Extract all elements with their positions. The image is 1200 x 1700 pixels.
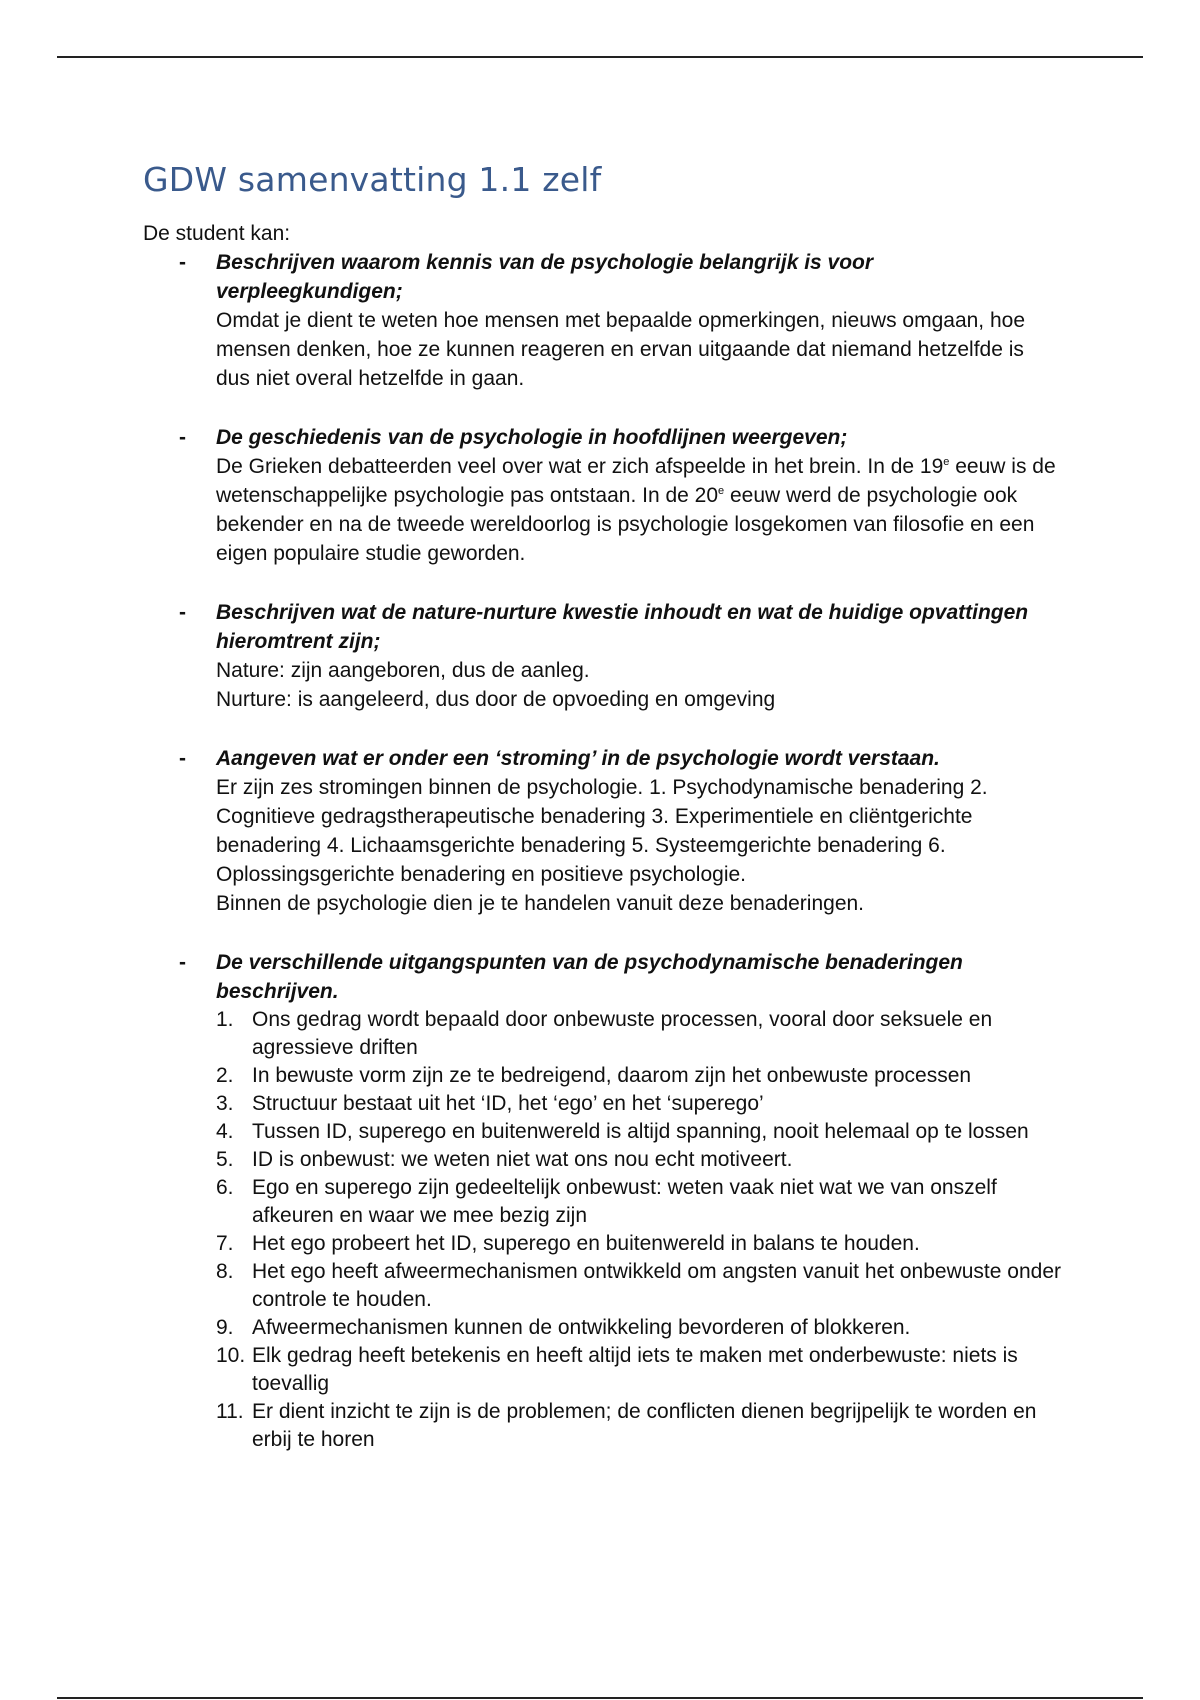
item-text: Er dient inzicht te zijn is de problemen; de conflicten dienen begrijpelijk te worden en erbij te horen: [252, 1400, 1037, 1451]
dash-marker: -: [179, 426, 186, 449]
numbered-item: [216, 1006, 1063, 1062]
item-number: 5.: [216, 1148, 234, 1171]
item-text: Het ego heeft afweermechanismen ontwikkeld om angsten vanuit het onbewuste onder controle te houden.: [252, 1260, 1061, 1311]
item-number: 2.: [216, 1064, 234, 1087]
document-title: GDW samenvatting 1.1 zelf: [143, 160, 602, 199]
list-item: [143, 248, 1063, 393]
numbered-item: [216, 1174, 1063, 1230]
section-heading: De geschiedenis van de psychologie in hoofdlijnen weergeven;: [216, 426, 848, 449]
item-text: Elk gedrag heeft betekenis en heeft altijd iets te maken met onderbewuste: niets is toevallig: [252, 1344, 1018, 1395]
numbered-item: [216, 1146, 1063, 1174]
item-text: Tussen ID, superego en buitenwereld is altijd spanning, nooit helemaal op te lossen: [252, 1120, 1029, 1143]
list-item: [143, 423, 1063, 568]
document-body: [143, 160, 1063, 1484]
list-item: [143, 744, 1063, 918]
section-paragraph: Er zijn zes stromingen binnen de psychologie. 1. Psychodynamische benadering 2. Cognitieve gedragstherapeutische benadering 3. Experimentiele en cliëntgerichte benadering 4. Lichaamsgerichte benadering 5. Systeemgerichte benadering 6. Oplossingsgerichte benadering en positieve psychologie.: [216, 776, 988, 886]
paragraph-part: eeuw werd de psychologie ook bekender en na de tweede wereldoorlog is psychologie losgekomen van filosofie en een eigen populaire studie geworden.: [216, 484, 1035, 565]
numbered-list: [216, 1006, 1063, 1454]
dash-marker: -: [179, 747, 186, 770]
numbered-item: [216, 1230, 1063, 1258]
section-heading: Beschrijven waarom kennis van de psychologie belangrijk is voor verpleegkundigen;: [216, 251, 874, 303]
item-number: 10.: [216, 1344, 246, 1367]
superscript: e: [718, 485, 725, 497]
section-heading: Beschrijven wat de nature-nurture kwestie inhoudt en wat de huidige opvattingen hieromtrent zijn;: [216, 601, 1029, 653]
item-number: 1.: [216, 1008, 234, 1031]
item-number: 3.: [216, 1092, 234, 1115]
item-text: Afweermechanismen kunnen de ontwikkeling bevorderen of blokkeren.: [252, 1316, 911, 1339]
item-text: ID is onbewust: we weten niet wat ons nou echt motiveert.: [252, 1148, 793, 1171]
item-text: Het ego probeert het ID, superego en buitenwereld in balans te houden.: [252, 1232, 920, 1255]
section-paragraph: [216, 452, 1063, 568]
item-number: 9.: [216, 1316, 234, 1339]
item-number: 8.: [216, 1260, 234, 1283]
numbered-item: [216, 1062, 1063, 1090]
numbered-item: [216, 1342, 1063, 1398]
numbered-item: [216, 1258, 1063, 1314]
section-paragraph: Binnen de psychologie dien je te handelen vanuit deze benaderingen.: [216, 892, 865, 915]
numbered-item: [216, 1090, 1063, 1118]
intro-text: De student kan:: [143, 222, 291, 245]
page-top-rule: [57, 56, 1143, 58]
item-text: In bewuste vorm zijn ze te bedreigend, daarom zijn het onbewuste processen: [252, 1064, 972, 1087]
section-paragraph: Nurture: is aangeleerd, dus door de opvoeding en omgeving: [216, 688, 776, 711]
item-text: Ons gedrag wordt bepaald door onbewuste processen, vooral door seksuele en agressieve driften: [252, 1008, 993, 1059]
dash-marker: -: [179, 951, 186, 974]
item-number: 4.: [216, 1120, 234, 1143]
section-paragraph: Nature: zijn aangeboren, dus de aanleg.: [216, 659, 590, 682]
numbered-item: [216, 1118, 1063, 1146]
dash-marker: -: [179, 601, 186, 624]
item-text: Ego en superego zijn gedeeltelijk onbewust: weten vaak niet wat we van onszelf afkeuren en waar we mee bezig zijn: [252, 1176, 997, 1227]
item-number: 7.: [216, 1232, 234, 1255]
section-heading: De verschillende uitgangspunten van de psychodynamische benaderingen beschrijven.: [216, 951, 963, 1003]
section-heading: Aangeven wat er onder een ‘stroming’ in de psychologie wordt verstaan.: [216, 747, 940, 770]
paragraph-part: eeuw is de wetenschappelijke psychologie pas ontstaan. In de 20: [216, 455, 1056, 507]
numbered-item: [216, 1314, 1063, 1342]
numbered-item: [216, 1398, 1063, 1454]
item-text: Structuur bestaat uit het ‘ID, het ‘ego’ en het ‘superego’: [252, 1092, 764, 1115]
page-bottom-rule: [57, 1697, 1143, 1699]
list-item: [143, 598, 1063, 714]
dash-marker: -: [179, 251, 186, 274]
list-item: [143, 948, 1063, 1454]
superscript: e: [943, 456, 950, 468]
learning-goals-list: [143, 248, 1063, 1454]
item-number: 11.: [216, 1400, 244, 1423]
paragraph-part: De Grieken debatteerden veel over wat er zich afspeelde in het brein. In de 19: [216, 455, 944, 478]
section-paragraph: Omdat je dient te weten hoe mensen met bepaalde opmerkingen, nieuws omgaan, hoe mensen denken, hoe ze kunnen reageren en ervan uitgaande dat niemand hetzelfde is dus niet overal hetzelfde in gaan.: [216, 309, 1026, 390]
item-number: 6.: [216, 1176, 234, 1199]
